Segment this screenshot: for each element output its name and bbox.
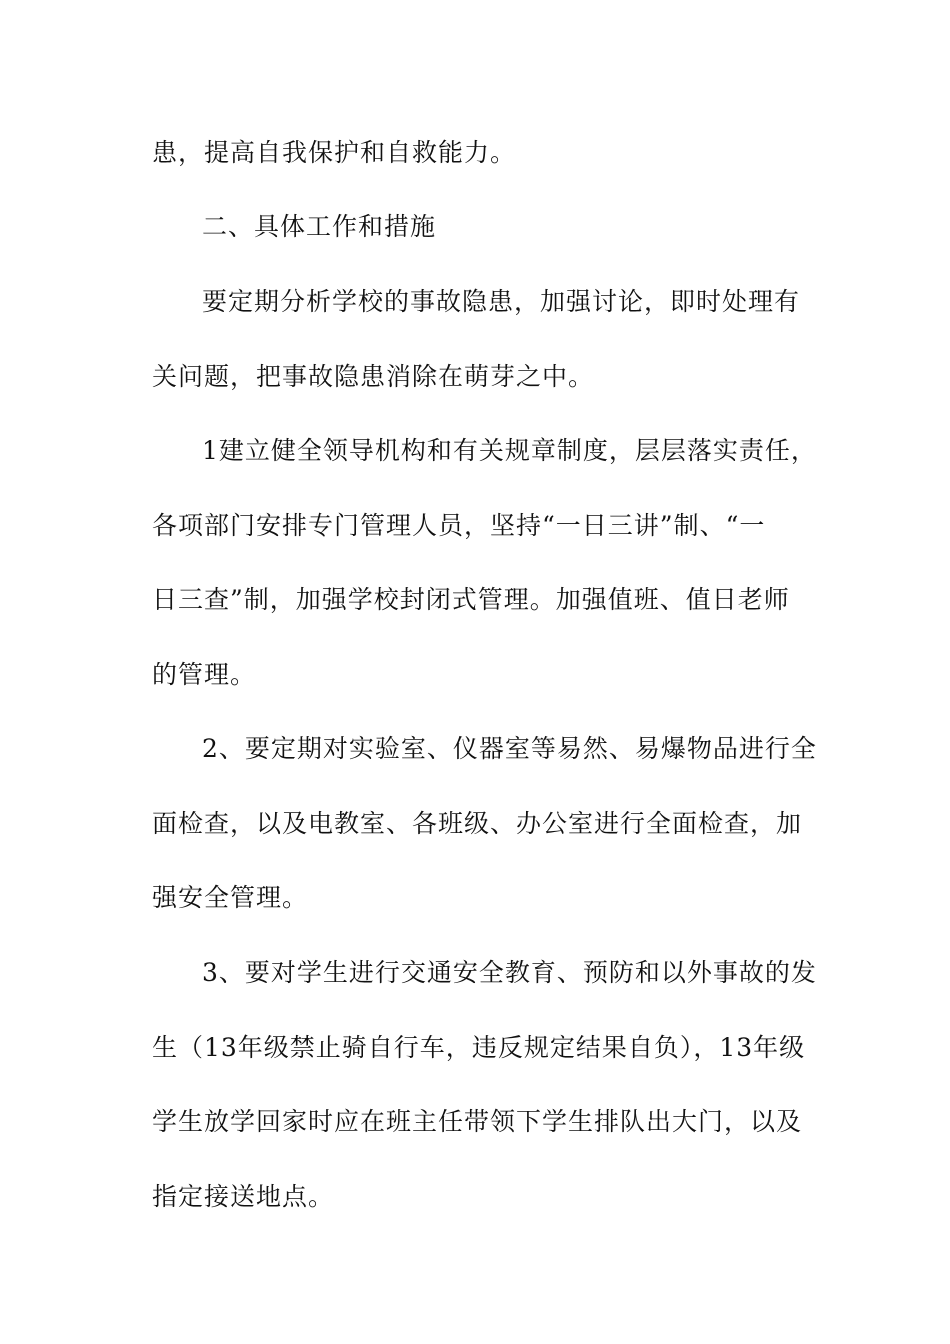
paragraph-line: 2、要定期对实验室、仪器室等易然、易爆物品进行全 bbox=[202, 734, 817, 763]
paragraph-line: 3、要对学生进行交通安全教育、预防和以外事故的发 bbox=[202, 958, 817, 987]
paragraph-line: 要定期分析学校的事故隐患，加强讨论，即时处理有 bbox=[202, 287, 801, 316]
paragraph-line: 患，提高自我保护和自救能力。 bbox=[152, 138, 517, 167]
paragraph-line: 的管理。 bbox=[152, 660, 257, 689]
paragraph-line: 关问题，把事故隐患消除在萌芽之中。 bbox=[152, 362, 595, 391]
paragraph-line: 强安全管理。 bbox=[152, 883, 309, 912]
paragraph-line: 各项部门安排专门管理人员，坚持“一日三讲”制、“一 bbox=[152, 511, 766, 540]
paragraph-line: 学生放学回家时应在班主任带领下学生排队出大门，以及 bbox=[152, 1107, 803, 1136]
paragraph-line: 指定接送地点。 bbox=[152, 1182, 335, 1211]
paragraph-line: 1建立健全领导机构和有关规章制度，层层落实责任， bbox=[202, 436, 817, 465]
paragraph-line: 日三查”制，加强学校封闭式管理。加强值班、值日老师 bbox=[152, 585, 790, 614]
paragraph-line: 面检查，以及电教室、各班级、办公室进行全面检查，加 bbox=[152, 809, 803, 838]
section-heading: 二、具体工作和措施 bbox=[202, 212, 437, 241]
paragraph-line: 生（13年级禁止骑自行车，违反规定结果自负），13年级 bbox=[152, 1033, 806, 1062]
